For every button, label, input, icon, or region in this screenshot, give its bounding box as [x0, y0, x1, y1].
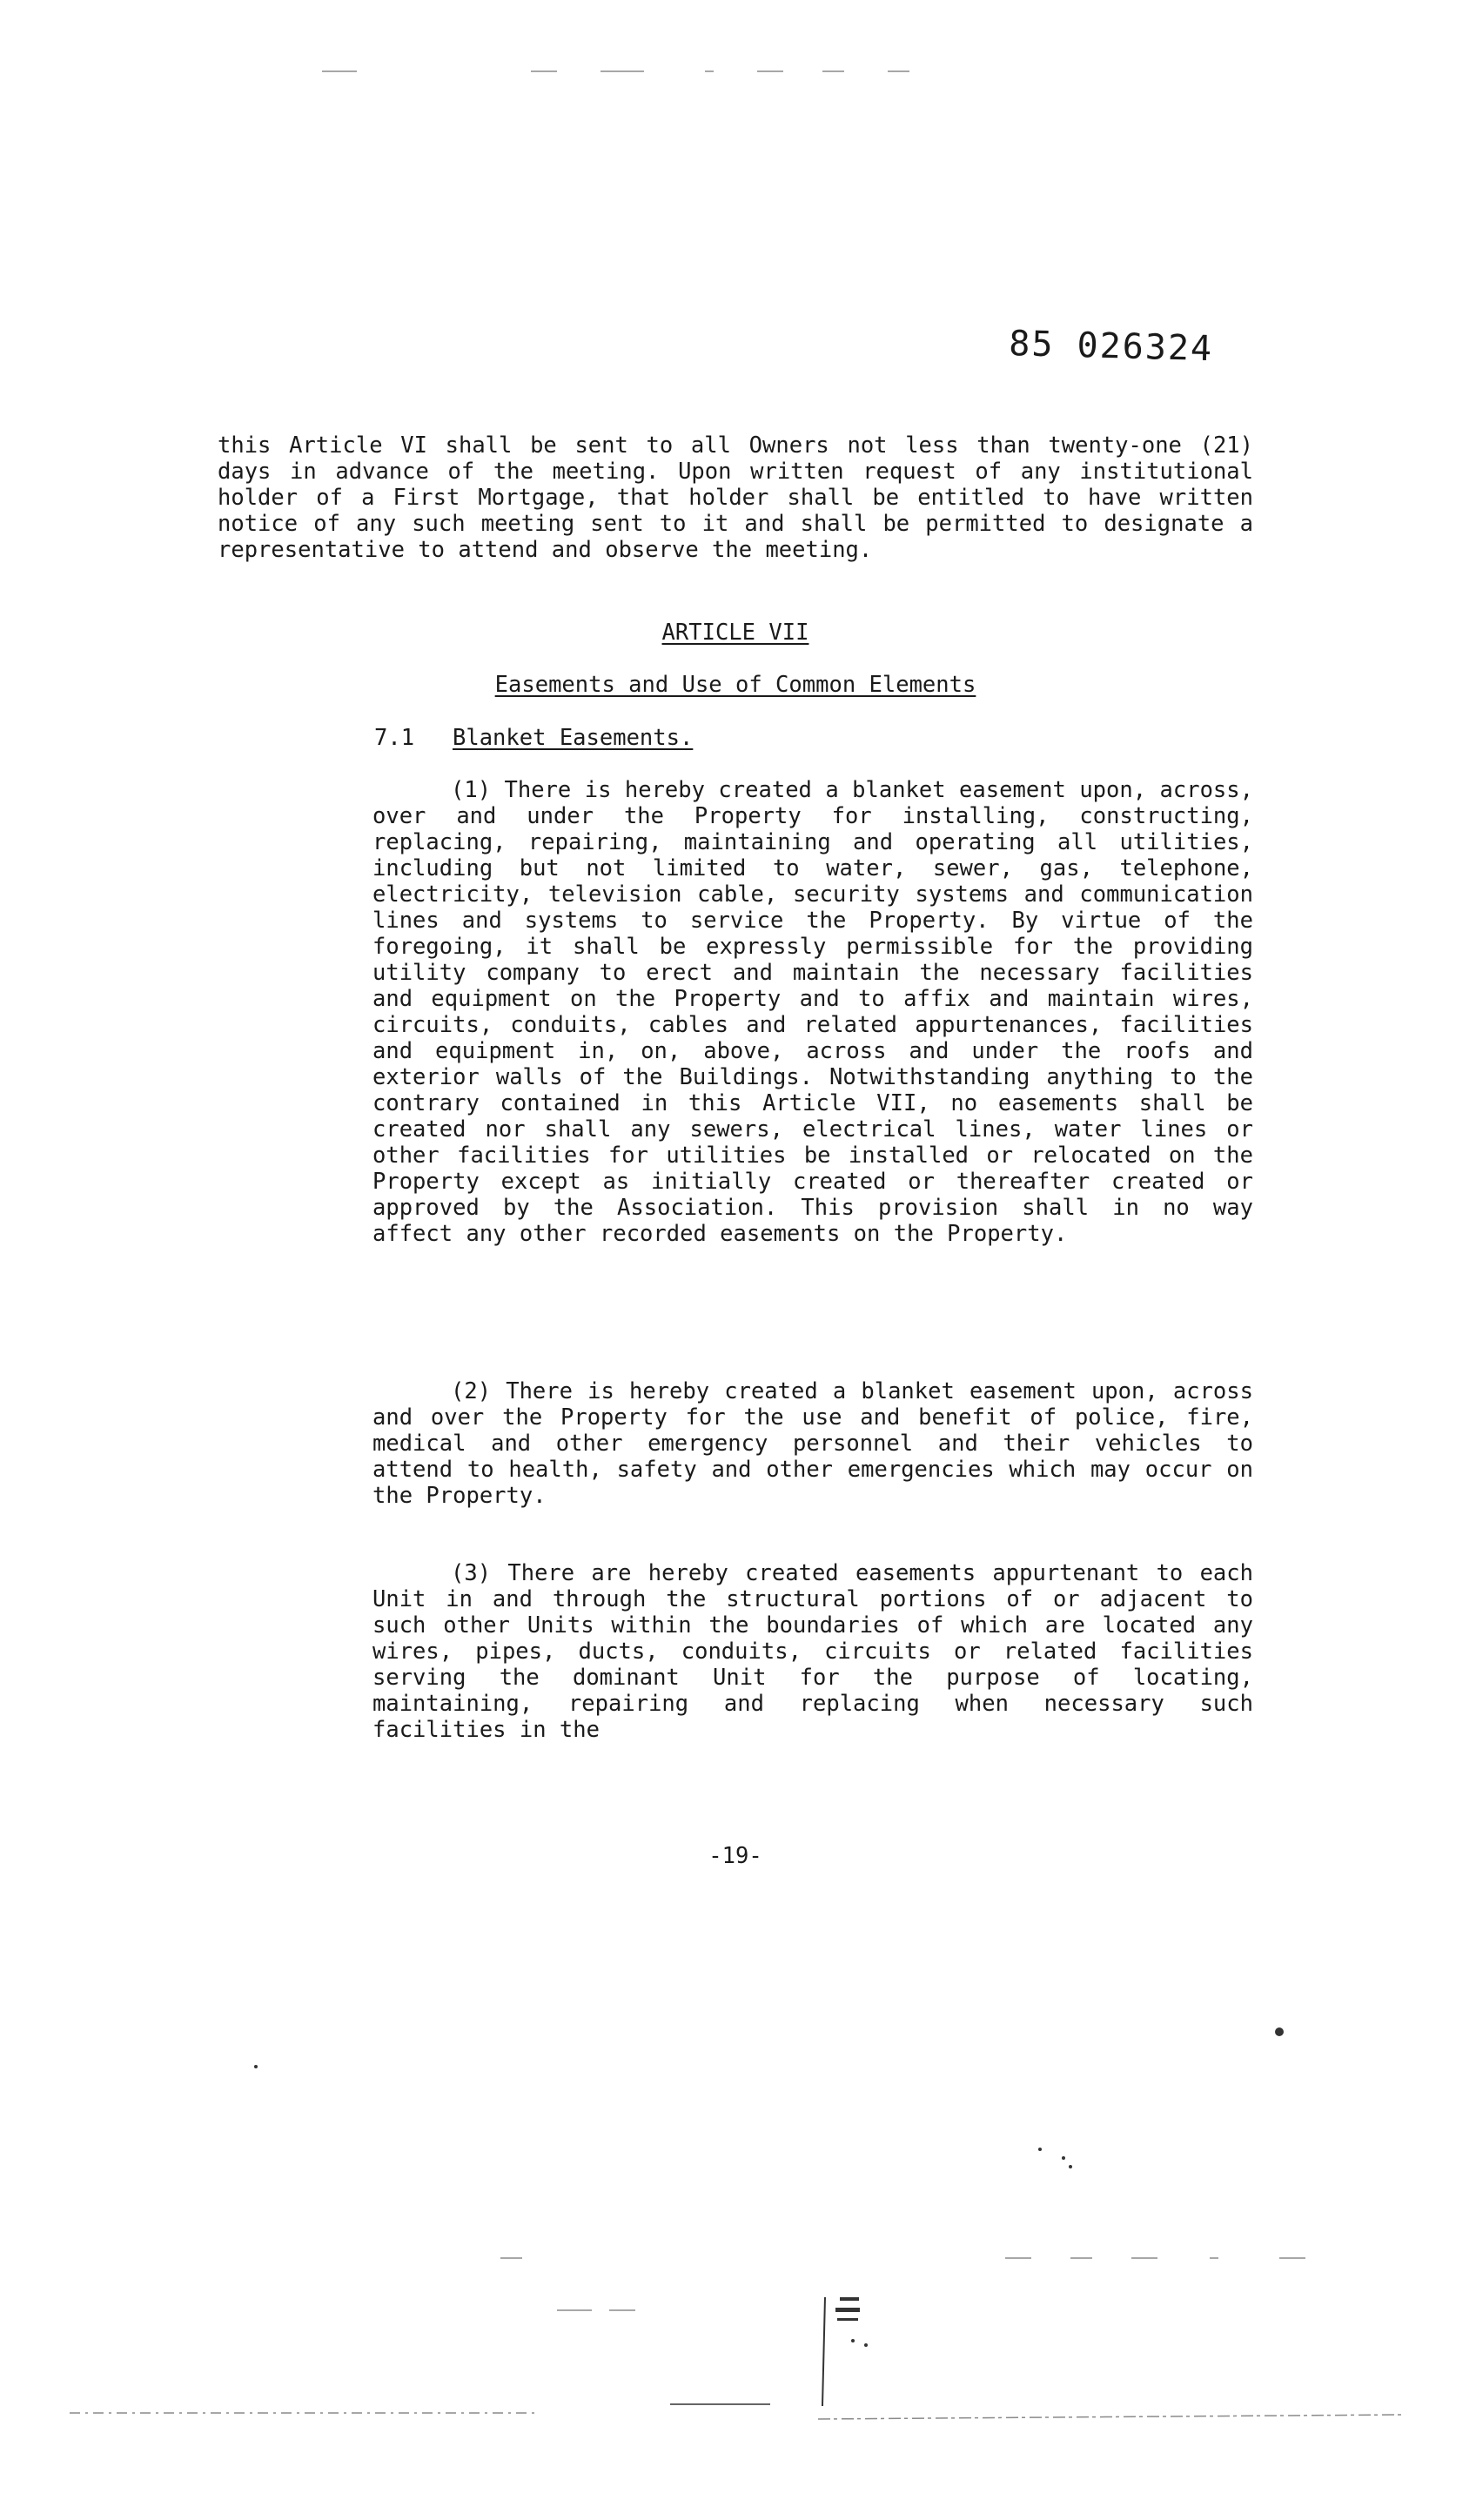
- paragraph-2-label: (2): [451, 1378, 492, 1404]
- paragraph-3-text: There are hereby created easements appurtenant to each Unit in and through the structural portions of or adjacent to such other Units within the boundaries of which are located any wires, pipes, ducts, conduits, circuits or related facilities serving the dominant Unit for the purpose of locating, maintaining, repairing and replacing when necessary such facilities in the: [372, 1560, 1253, 1743]
- easement-paragraph-2: [372, 1378, 1253, 1509]
- section-heading: [374, 725, 693, 751]
- intro-paragraph: this Article VI shall be sent to all Owners not less than twenty-one (21) days in advance of the meeting. Upon written request of any institutional holder of a First Mortgage, that holder shall be entitled to have written notice of any such meeting sent to it and shall be permitted to designate a representative to attend and observe the meeting.: [218, 432, 1253, 563]
- page-number: -19-: [708, 1843, 762, 1869]
- paragraph-2-text: There is hereby created a blanket easement upon, across and over the Property for the use and benefit of police, fire, medical and other emergency personnel and their vehicles to attend to health, safety and other emergencies which may occur on the Property.: [372, 1378, 1253, 1509]
- section-title: Blanket Easements.: [453, 725, 694, 751]
- section-number: 7.1: [374, 725, 415, 751]
- article-heading-text: ARTICLE VII: [661, 620, 809, 646]
- paragraph-3-label: (3): [451, 1560, 492, 1586]
- paragraph-1-label: (1): [451, 777, 492, 803]
- article-subtitle: [218, 672, 1253, 698]
- article-heading: [218, 620, 1253, 646]
- document-number: 85 026324: [1008, 324, 1214, 370]
- easement-paragraph-3: [372, 1560, 1253, 1743]
- easement-paragraph-1: [372, 777, 1253, 1247]
- article-subtitle-text: Easements and Use of Common Elements: [494, 672, 976, 698]
- paragraph-1-text: There is hereby created a blanket easement upon, across, over and under the Property for installing, constructing, replacing, repairing, maintaining and operating all utilities, including but not limited to water, sewer, gas, telephone, electricity, television cable, security systems and communication lines and systems to service the Property. By virtue of the foregoing, it shall be expressly permissible for the providing utility company to erect and maintain the necessary facilities and equipment on the Property and to affix and maintain wires, circuits, conduits, cables and related appurtenances, facilities and equipment in, on, above, across and under the roofs and exterior walls of the Buildings. Notwithstanding anything to the contrary contained in this Article VII, no easements shall be created nor shall any sewers, electrical lines, water lines or other facilities for utilities be installed or relocated on the Property except as initially created or thereafter created or approved by the Association. This provision shall in no way affect any other recorded easements on the Property.: [372, 777, 1253, 1247]
